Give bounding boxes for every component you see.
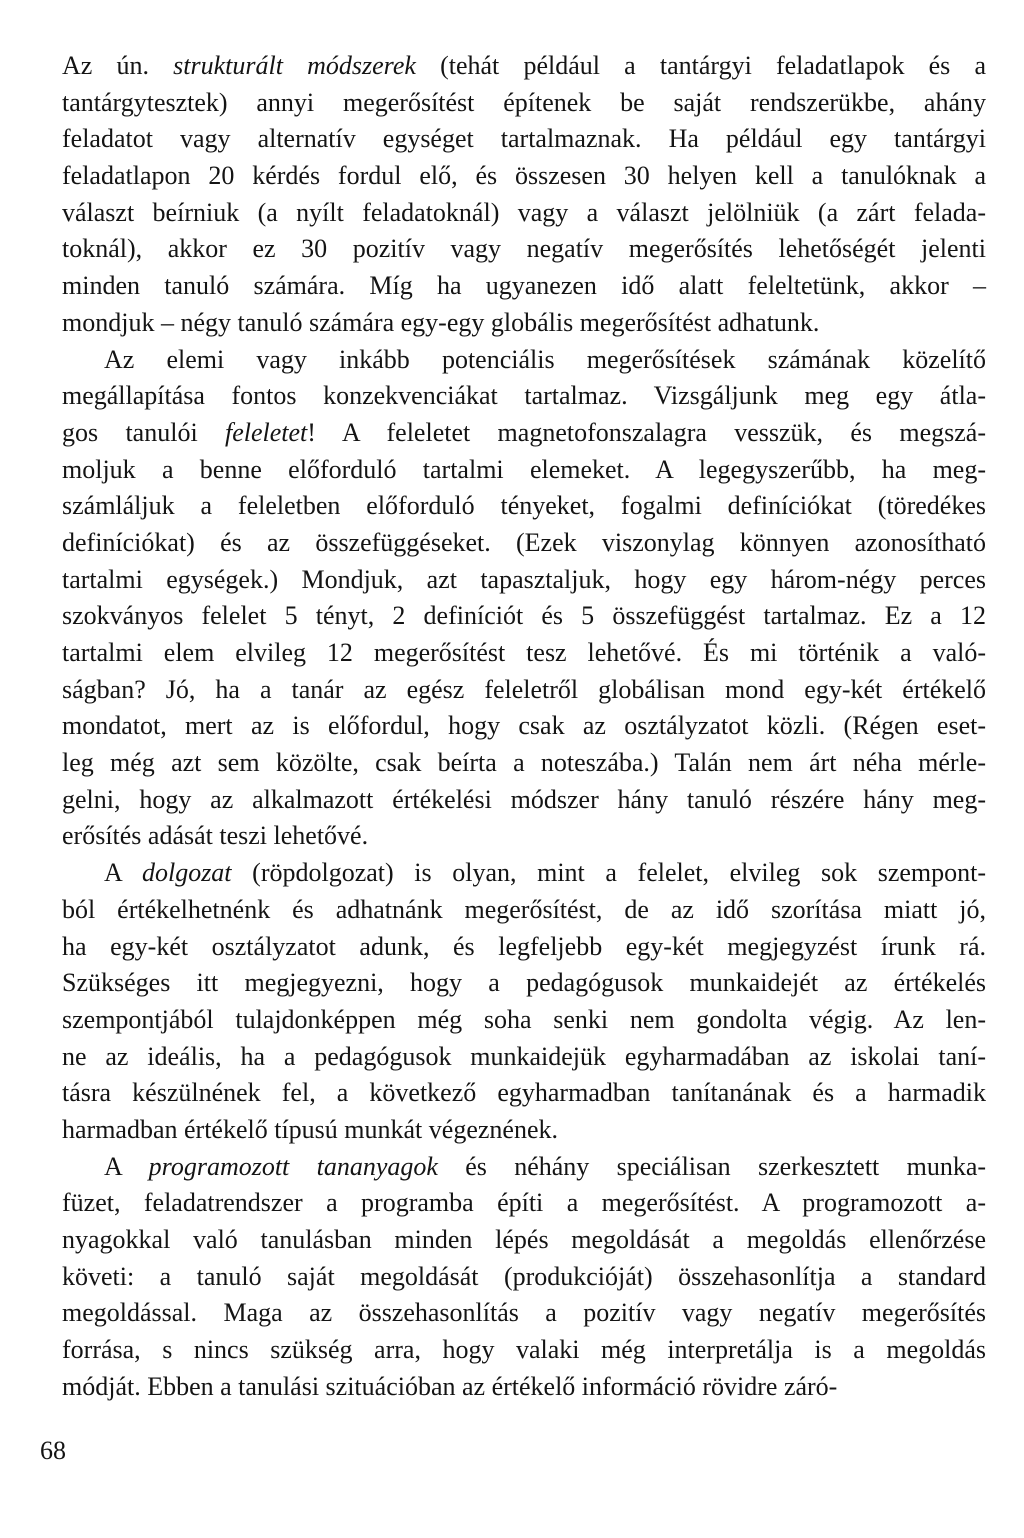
text-run: mondatot, mert az is előfordul, hogy csak az osztályzatot közli. (Régen eset-: [62, 711, 986, 741]
text-line: [62, 562, 986, 599]
text-run: számláljuk a feleletben előforduló tényeket, fogalmi definíciókat (töredékes: [62, 491, 986, 521]
text-run: ságban? Jó, ha a tanár az egész feleletről globálisan mond egy-két értékelő: [62, 674, 986, 704]
text-run: megállapítása fontos konzekvenciákat tartalmaz. Vizsgáljunk meg egy átla-: [62, 381, 986, 411]
page-number: 68: [40, 1436, 66, 1465]
text-run: (röpdolgozat) is olyan, mint a felelet, elvileg sok szempont-: [231, 858, 986, 888]
text-run: A: [104, 858, 142, 888]
paragraph: [62, 855, 986, 1149]
text-line: [62, 1369, 986, 1406]
text-run: (tehát például a tantárgyi feladatlapok és a: [415, 51, 986, 80]
text-run: módját. Ebben a tanulási szituációban az értékelő információ rövidre záró-: [62, 1371, 838, 1401]
text-run: moljuk a benne előforduló tartalmi elemeket. A legegyszerűbb, ha meg-: [62, 454, 986, 484]
text-line: [62, 892, 986, 929]
text-line: [62, 965, 986, 1002]
paragraph: [62, 342, 986, 856]
text-run: erősítés adását teszi lehetővé.: [62, 821, 369, 851]
text-run: megoldással. Maga az összehasonlítás a pozitív vagy negatív megerősítés: [62, 1298, 986, 1328]
text-line: [62, 1332, 986, 1369]
text-run: szempontjából tulajdonképpen még soha senki nem gondolta végig. Az len-: [62, 1004, 986, 1034]
text-run: forrása, s nincs szükség arra, hogy valaki még interpretálja is a megoldás: [62, 1335, 986, 1365]
text-line: [62, 1075, 986, 1112]
text-run: toknál), akkor ez 30 pozitív vagy negatív megerősítés lehetőségét jelenti: [62, 234, 986, 264]
text-run: követi: a tanuló saját megoldását (produkcióját) összehasonlítja a standard: [62, 1261, 986, 1291]
text-run: tásra készülnének fel, a következő egyharmadban tanítanának és a harmadik: [62, 1078, 986, 1108]
text-run: ! A feleletet magnetofonszalagra vesszük, és megszá-: [307, 417, 986, 447]
text-line: [62, 818, 986, 855]
text-line: [62, 1222, 986, 1259]
paragraph: [62, 48, 986, 342]
text-run: tartalmi elem elvileg 12 megerősítést tesz lehetővé. És mi történik a való-: [62, 638, 986, 667]
text-line: [62, 1039, 986, 1076]
text-line: [62, 488, 986, 525]
text-line: [62, 745, 986, 782]
text-run: ból értékelhetnénk és adhatnánk megerősítést, de az idő szorítása miatt jó,: [62, 894, 986, 924]
text-line: [62, 158, 986, 195]
text-run: választ beírniuk (a nyílt feladatoknál) vagy a választ jelölniük (a zárt felada-: [62, 197, 986, 227]
text-line: [62, 782, 986, 819]
text-run: füzet, feladatrendszer a programba építi a megerősítést. A programozott a-: [62, 1188, 986, 1218]
text-line: [62, 48, 986, 85]
text-line: [62, 672, 986, 709]
text-line: [62, 121, 986, 158]
text-run: definíciókat) és az összefüggéseket. (Ezek viszonylag könnyen azonosítható: [62, 527, 986, 557]
italic-term: programozott tananyagok: [148, 1151, 438, 1181]
text-run: mondjuk – négy tanuló számára egy-egy globális megerősítést adhatunk.: [62, 307, 820, 337]
text-run: Szükséges itt megjegyezni, hogy a pedagógusok munkaidejét az értékelés: [62, 968, 986, 998]
text-run: és néhány speciálisan szerkesztett munka-: [437, 1151, 987, 1181]
text-line: [62, 305, 986, 342]
text-run: feladatot vagy alternatív egységet tartalmaznak. Ha például egy tantárgyi: [62, 124, 986, 154]
text-run: gos tanulói: [62, 417, 225, 447]
text-run: gelni, hogy az alkalmazott értékelési módszer hány tanuló részére hány meg-: [62, 784, 986, 814]
text-run: szokványos felelet 5 tényt, 2 definíciót és 5 összefüggést tartalmaz. Ez a 12: [62, 601, 986, 631]
text-run: ha egy-két osztályzatot adunk, és legfeljebb egy-két megjegyzést írunk rá.: [62, 931, 986, 961]
text-line: [62, 525, 986, 562]
text-run: Az elemi vagy inkább potenciális megerősítések számának közelítő: [104, 344, 986, 374]
text-line: [62, 195, 986, 232]
text-line: [62, 1295, 986, 1332]
text-line: [62, 1259, 986, 1296]
text-line: [62, 1002, 986, 1039]
text-run: harmadban értékelő típusú munkát végeznének.: [62, 1114, 558, 1144]
italic-term: dolgozat: [141, 858, 232, 888]
text-run: minden tanuló számára. Míg ha ugyanezen idő alatt feleltetünk, akkor –: [62, 271, 986, 301]
text-line: [62, 1112, 986, 1149]
text-line: [62, 1149, 986, 1186]
text-line: [62, 635, 986, 672]
italic-term: strukturált módszerek: [173, 51, 416, 80]
text-run: A: [104, 1151, 149, 1181]
text-line: [62, 268, 986, 305]
text-run: nyagokkal való tanulásban minden lépés megoldását a megoldás ellenőrzése: [62, 1225, 986, 1254]
text-line: [62, 452, 986, 489]
text-line: [62, 598, 986, 635]
text-run: tartalmi egységek.) Mondjuk, azt tapasztaljuk, hogy egy három-négy perces: [62, 564, 986, 594]
text-line: [62, 85, 986, 122]
text-run: Az ún.: [62, 51, 174, 80]
text-line: [62, 929, 986, 966]
text-run: ne az ideális, ha a pedagógusok munkaidejük egyharmadában az iskolai taní-: [62, 1041, 986, 1071]
text-run: leg még azt sem közölte, csak beírta a noteszába.) Talán nem árt néha mérle-: [62, 748, 986, 778]
page-body: [62, 48, 986, 1405]
text-line: [62, 415, 986, 452]
text-run: tantárgytesztek) annyi megerősítést építenek be saját rendszerükbe, ahány: [62, 87, 986, 117]
text-run: feladatlapon 20 kérdés fordul elő, és összesen 30 helyen kell a tanulóknak a: [62, 161, 986, 191]
text-line: [62, 231, 986, 268]
text-line: [62, 378, 986, 415]
paragraph: [62, 1149, 986, 1406]
text-line: [62, 855, 986, 892]
italic-term: feleletet: [225, 417, 308, 447]
text-line: [62, 708, 986, 745]
text-line: [62, 342, 986, 379]
text-line: [62, 1185, 986, 1222]
